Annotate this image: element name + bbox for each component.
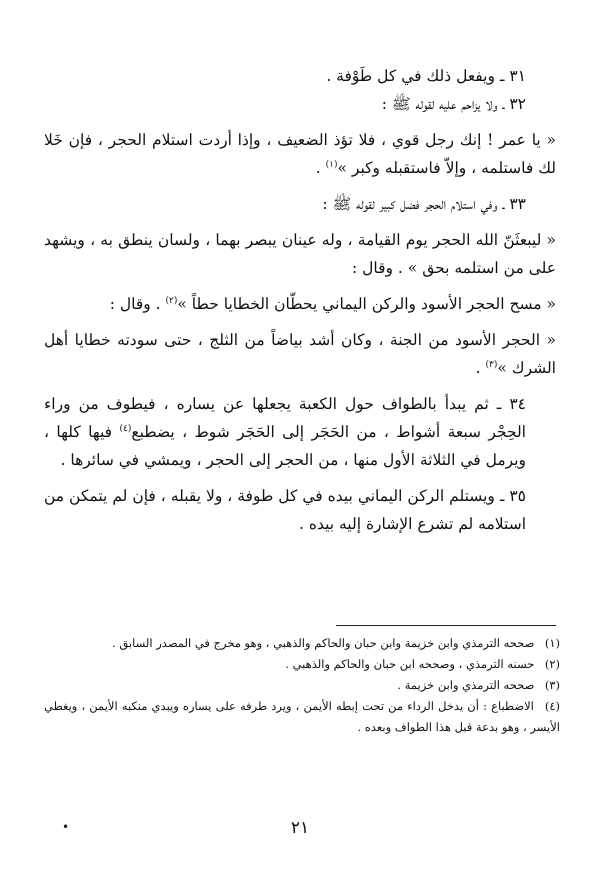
paragraph-34: ٣٤ ـ ثم يبدأ بالطواف حول الكعبة يجعلها عن يساره ، فيطوف من وراء الحِجْر سبعة أشواط ، من الحَجَر إلى الحَجَر شوط ، يضطبع$^{(٤)}$ فيها كلها ، ويرمل في الثلاثة الأول منها ، من الحجر إلى الحجر ، ويمشي في سائرها . [44, 395, 526, 469]
footnote-ref-2: (٢) [165, 295, 178, 306]
footnote-2: (٢) حسنه الترمذي ، وصححه ابن حبان والحاكم والذهبي . [285, 657, 560, 671]
page-number: ٢١ [290, 818, 310, 838]
footnote-4: (٤) الاضطباع : أن يدخل الرداء من تحت إبطه الأيمن ، ويرد طرفه على يساره ويبدي منكبه الأيمن ، ويغطي الأيسر ، وهو بدعة قبل هذا الطواف وبعده . [44, 699, 561, 734]
footnote-3: (٣) صححه الترمذي وابن خزيمة . [397, 678, 560, 692]
footnote-ref-1: (١) [325, 159, 338, 170]
footnote-ref-4: (٤) [119, 423, 132, 434]
paragraph-33: ٣٣ ـ وفي استلام الحجر فضل كبير لقوله ﷺ : [322, 195, 526, 213]
paragraph-32: ٣٢ ـ ولا يزاحم عليه لقوله ﷺ : [381, 95, 526, 113]
footnote-ref-3: (٣) [485, 359, 498, 370]
page-marker-dot: • [62, 820, 70, 834]
main-text [44, 62, 556, 546]
hadith-quote-3: « مسح الحجر الأسود والركن اليماني يحطّان الخطايا حطاً »$^{(٢)}$ . وقال : [109, 295, 556, 313]
footnote-1: (١) صححه الترمذي وابن خزيمة وابن حبان والحاكم والذهبي ، وهو مخرج في المصدر السابق . [112, 636, 560, 650]
footnote-separator [336, 625, 556, 626]
hadith-quote-2: « ليبعثَنّ الله الحجر يوم القيامة ، وله عينان يبصر بهما ، ولسان ينطق به ، ويشهد على من استلمه بحق » . وقال : [44, 231, 556, 277]
paragraph-31: ٣١ ـ ويفعل ذلك في كل طَوْفة . [326, 67, 526, 85]
paragraph-35: ٣٥ ـ ويستلم الركن اليماني بيده في كل طوفة ، ولا يقبله ، فإن لم يتمكن من استلامه لم تشرع الإشارة إليه بيده . [44, 487, 526, 533]
hadith-quote-4: « الحجر الأسود من الجنة ، وكان أشد بياضاً من الثلج ، حتى سودته خطايا أهل الشرك »$^{(٣)}$ . [44, 331, 556, 377]
hadith-quote-1: « يا عمر ! إنك رجل قوي ، فلا تؤذ الضعيف ، وإذا أردت استلام الحجر ، فإن خَلا لك فاستلمه ، وإلاّ فاستقبله وكبر »$^{(١)}$ . [44, 131, 556, 177]
footnotes [44, 633, 560, 738]
